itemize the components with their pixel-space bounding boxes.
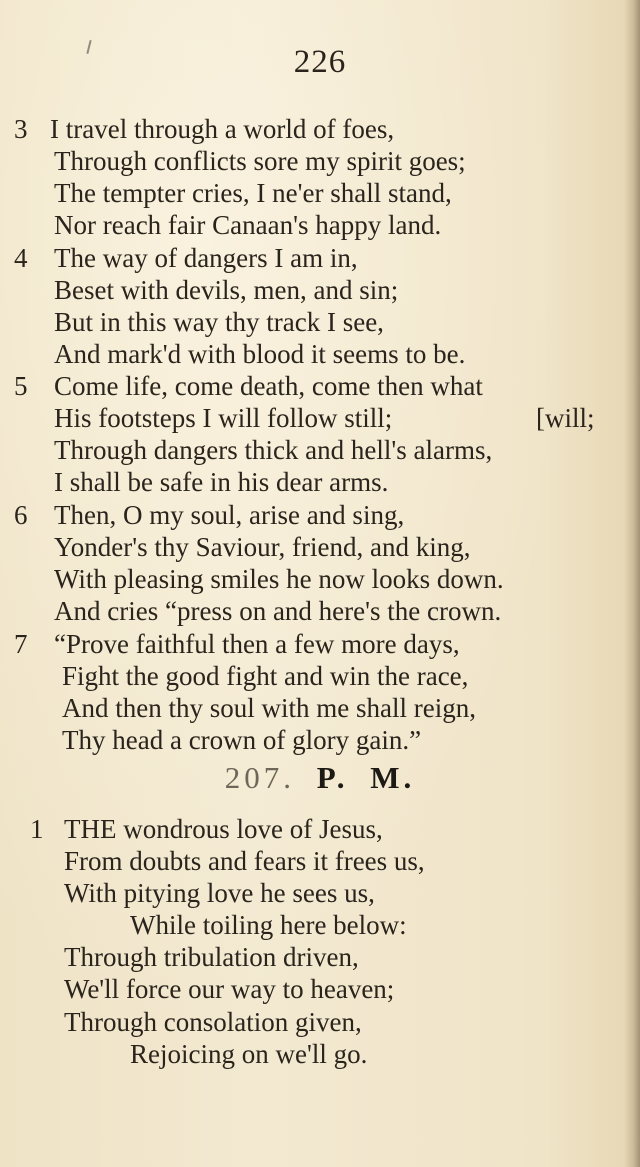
stanza-number: 6 bbox=[14, 500, 28, 530]
hymn-number: 207. bbox=[224, 760, 295, 795]
hymn-line: And cries “press on and here's the crown. bbox=[54, 596, 502, 626]
page-number: 226 bbox=[293, 44, 347, 80]
hymn-line: And then thy soul with me shall reign, bbox=[62, 693, 476, 723]
hymn-line: The way of dangers I am in, bbox=[54, 243, 358, 273]
hymn-line: From doubts and fears it frees us, bbox=[64, 846, 425, 876]
hymn-line: Through tribulation driven, bbox=[64, 942, 359, 972]
hymn-line: With pitying love he sees us, bbox=[64, 878, 375, 908]
hymn-line: I shall be safe in his dear arms. bbox=[54, 467, 389, 497]
hymn-meter: P. M. bbox=[316, 760, 416, 795]
hymn-line: While toiling here below: bbox=[130, 910, 407, 940]
hymn-line: “Prove faithful then a few more days, bbox=[54, 629, 460, 659]
hymn-line: Through conflicts sore my spirit goes; bbox=[54, 146, 466, 176]
hymn-line: Fight the good fight and win the race, bbox=[62, 661, 469, 691]
stanza-number: 3 bbox=[14, 114, 28, 144]
hymn-heading bbox=[0, 760, 640, 796]
hymn-line: Beset with devils, men, and sin; bbox=[54, 275, 399, 305]
hymn-line: Then, O my soul, arise and sing, bbox=[54, 500, 405, 530]
hymn-line: Thy head a crown of glory gain.” bbox=[62, 725, 422, 755]
hymn-line: Come life, come death, come then what bbox=[54, 371, 483, 401]
hymn-line: And mark'd with blood it seems to be. bbox=[54, 339, 466, 369]
hymn-line: Through consolation given, bbox=[64, 1007, 362, 1037]
hymn-line: Through dangers thick and hell's alarms, bbox=[54, 435, 493, 465]
hymn-line: Yonder's thy Saviour, friend, and king, bbox=[54, 532, 471, 562]
hymn-line: I travel through a world of foes, bbox=[50, 114, 395, 144]
hymn-line: We'll force our way to heaven; bbox=[64, 974, 395, 1004]
hymn-line: But in this way thy track I see, bbox=[54, 307, 384, 337]
hymn-line: Nor reach fair Canaan's happy land. bbox=[54, 210, 442, 240]
stanza-number: 7 bbox=[14, 629, 28, 659]
turnover-word: [will; bbox=[536, 403, 595, 433]
stanza-number: 4 bbox=[14, 243, 28, 273]
hymn-line: With pleasing smiles he now looks down. bbox=[54, 564, 504, 594]
stanza-number: 1 bbox=[30, 814, 44, 844]
page-edge-shadow bbox=[624, 0, 640, 1167]
hymn-line: The tempter cries, I ne'er shall stand, bbox=[54, 178, 452, 208]
hymn-line: His footsteps I will follow still; bbox=[54, 403, 393, 433]
hymn-line: THE wondrous love of Jesus, bbox=[64, 814, 383, 844]
hymn-line: Rejoicing on we'll go. bbox=[130, 1039, 368, 1069]
stanza-number: 5 bbox=[14, 371, 28, 401]
